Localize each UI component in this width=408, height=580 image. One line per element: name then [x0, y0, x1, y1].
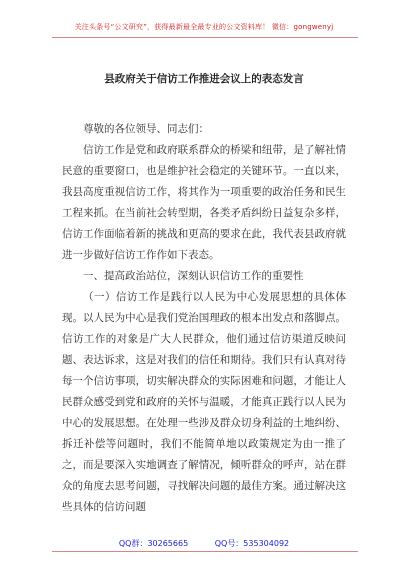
section-heading: 一、提高政治站位，深刻认识信访工作的重要性	[83, 270, 304, 282]
footer-contact	[0, 538, 408, 549]
document-body	[62, 119, 346, 518]
document-title: 县政府关于信访工作推进会议上的表态发言	[104, 73, 304, 85]
footer-qq-group: QQ群：30265665	[118, 539, 189, 548]
salutation: 尊敬的各位领导、同志们：	[83, 123, 209, 135]
header-banner: 关注头条号“公文研究”，获得最新最全最专业的公文资料库！ 微信：gongwenyj	[74, 23, 334, 31]
footer-divider	[52, 551, 358, 552]
paragraph-intro: 信访工作是党和政府联系群众的桥梁和纽带，是了解社情民意的重要窗口，也是维护社会稳定的关键环节。一直以来，我县高度重视信访工作，将其作为一项重要的政治任务和民生工程来抓。在当前社会转型期，各类矛盾纠纷日益复杂多样，信访工作面临着新的挑战和更高的要求在此，我代表县政府就进一步做好信访工作作如下表态。	[62, 144, 346, 261]
header-divider	[52, 37, 358, 38]
paragraph-subsection-1: （一）信访工作是践行以人民为中心发展思想的具体体现。以人民为中心是我们党治国理政的根本出发点和落脚点。信访工作的对象是广大人民群众，他们通过信访渠道反映问题、表达诉求，这是对我们的信任和期待。我们只有认真对待每一个信访事项，切实解决群众的实际困难和问题，才能让人民群众感受到党和政府的关怀与温暖，才能真正践行以人民为中心的发展思想。在处理一些涉及群众切身利益的土地纠纷、拆迁补偿等问题时，我们不能简单地以政策规定为由一推了之，而是要深入实地调查了解情况，倾听群众的呼声，站在群众的角度去思考问题，寻找解决问题的最佳方案。通过解决这些具体的信访问题	[62, 291, 346, 513]
footer-qq-number: QQ号：535304092	[214, 539, 290, 548]
